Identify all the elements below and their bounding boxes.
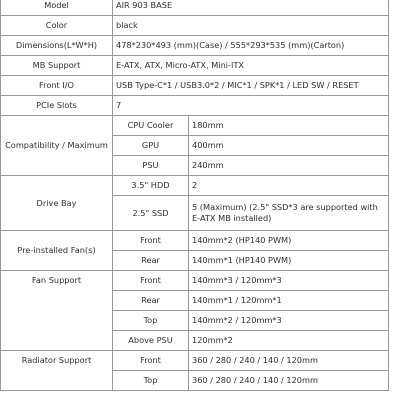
sub-label: Top (113, 311, 189, 331)
sub-value: 120mm*2 (189, 331, 389, 351)
sub-label: Rear (113, 251, 189, 271)
row-label: Model (1, 0, 113, 16)
row-compat-cpu-cooler (1, 116, 389, 136)
sub-value: 140mm*2 (HP140 PWM) (189, 231, 389, 251)
row-preinstalled-front (1, 231, 389, 251)
group-label-compatibility: Compatibility / Maximum (1, 116, 113, 176)
sub-label: Rear (113, 291, 189, 311)
row-dimensions (1, 36, 389, 56)
row-value: black (113, 16, 389, 36)
row-label: Front I/O (1, 76, 113, 96)
sub-value: 2 (189, 176, 389, 196)
group-label-fan-support: Fan Support (1, 271, 113, 351)
row-fan-front (1, 271, 389, 291)
row-model (1, 0, 389, 16)
sub-value: 140mm*3 / 120mm*3 (189, 271, 389, 291)
sub-label: Top (113, 371, 189, 391)
row-value: AIR 903 BASE (113, 0, 389, 16)
row-label: Dimensions(L*W*H) (1, 36, 113, 56)
sub-value: 140mm*1 (HP140 PWM) (189, 251, 389, 271)
sub-value: 5 (Maximum) (2.5" SSD*3 are supported with E-ATX MB installed) (189, 196, 389, 231)
sub-value: 240mm (189, 156, 389, 176)
row-value: USB Type-C*1 / USB3.0*2 / MIC*1 / SPK*1 / LED SW / RESET (113, 76, 389, 96)
row-label: Color (1, 16, 113, 36)
sub-label: Front (113, 271, 189, 291)
sub-label: GPU (113, 136, 189, 156)
group-label-radiator-support: Radiator Support (1, 351, 113, 391)
sub-value: 360 / 280 / 240 / 140 / 120mm (189, 371, 389, 391)
row-mb-support (1, 56, 389, 76)
sub-value: 140mm*2 / 120mm*3 (189, 311, 389, 331)
row-value: 478*230*493 (mm)(Case) / 555*293*535 (mm)(Carton) (113, 36, 389, 56)
row-value: E-ATX, ATX, Micro-ATX, Mini-ITX (113, 56, 389, 76)
group-label-preinstalled-fans: Pre-installed Fan(s) (1, 231, 113, 271)
row-label: PCIe Slots (1, 96, 113, 116)
row-front-io (1, 76, 389, 96)
sub-label: Front (113, 231, 189, 251)
sub-label: Front (113, 351, 189, 371)
sub-value: 140mm*1 / 120mm*1 (189, 291, 389, 311)
row-color (1, 16, 389, 36)
sub-label: 3.5" HDD (113, 176, 189, 196)
sub-value: 180mm (189, 116, 389, 136)
sub-value: 400mm (189, 136, 389, 156)
sub-label: Above PSU (113, 331, 189, 351)
row-radiator-front (1, 351, 389, 371)
row-label: MB Support (1, 56, 113, 76)
sub-label: 2.5" SSD (113, 196, 189, 231)
sub-value: 360 / 280 / 240 / 140 / 120mm (189, 351, 389, 371)
sub-label: CPU Cooler (113, 116, 189, 136)
group-label-drive-bay: Drive Bay (1, 176, 113, 231)
row-drive-hdd (1, 176, 389, 196)
row-value: 7 (113, 96, 389, 116)
sub-label: PSU (113, 156, 189, 176)
row-pcie-slots (1, 96, 389, 116)
